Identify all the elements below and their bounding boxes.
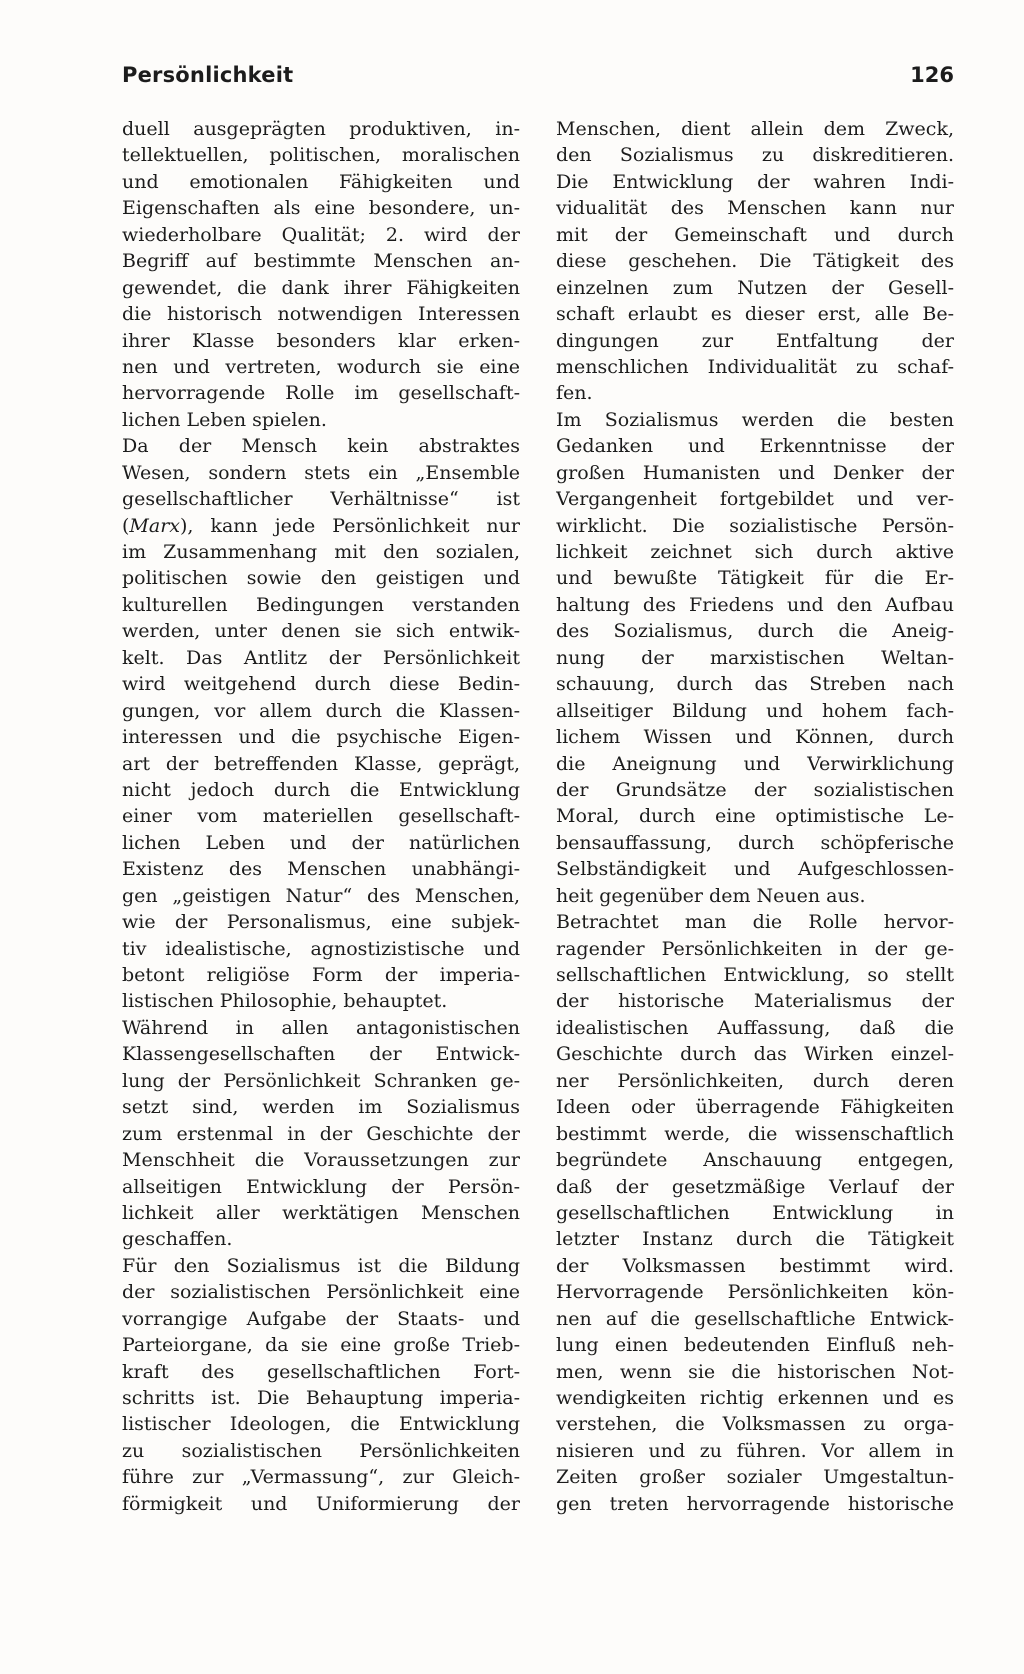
text-line: der historische Materialismus der xyxy=(556,990,954,1013)
text-line: wiederholbare Qualität; 2. wird der xyxy=(122,223,520,246)
text-line: allseitiger Bildung und hohem fach- xyxy=(556,699,954,722)
text-line: gewendet, die dank ihrer Fähigkeiten xyxy=(122,276,520,299)
text-line: interessen und die psychische Eigen- xyxy=(122,726,520,749)
text-line: art der betreffenden Klasse, geprägt, xyxy=(122,752,520,775)
text-line: haltung des Friedens und den Aufbau xyxy=(556,593,954,616)
text-line: heit gegenüber dem Neuen aus. xyxy=(556,884,866,907)
text-line: lichkeit aller werktätigen Menschen xyxy=(122,1201,520,1224)
text-line: Klassengesellschaften der Entwick- xyxy=(122,1043,520,1066)
left-text-column xyxy=(122,116,520,1517)
text-line: gesellschaftlichen Entwicklung in xyxy=(556,1201,954,1224)
text-line: und emotionalen Fähigkeiten und xyxy=(122,170,520,193)
text-line: diese geschehen. Die Tätigkeit des xyxy=(556,250,954,273)
text-line: bestimmt werde, die wissenschaftlich xyxy=(556,1122,954,1145)
text-line: lichem Wissen und Können, durch xyxy=(556,726,954,749)
text-line: vidualität des Menschen kann nur xyxy=(556,197,954,220)
text-line: lung einen bedeutenden Einfluß neh- xyxy=(556,1334,954,1357)
text-line: nen und vertreten, wodurch sie eine xyxy=(122,355,520,378)
text-line: lichen Leben spielen. xyxy=(122,408,327,431)
text-line: gungen, vor allem durch die Klassen- xyxy=(122,699,520,722)
text-line: Parteiorgane, da sie eine große Trieb- xyxy=(122,1334,520,1357)
text-line: sellschaftlichen Entwicklung, so stellt xyxy=(556,964,954,986)
text-line: fen. xyxy=(556,382,593,405)
text-line: Im Sozialismus werden die besten xyxy=(556,408,954,431)
text-line: Hervorragende Persönlichkeiten kön- xyxy=(556,1281,954,1304)
text-line: Geschichte durch das Wirken einzel- xyxy=(556,1043,954,1066)
text-line: schaft erlaubt es dieser erst, alle Be- xyxy=(556,303,954,326)
text-line: Eigenschaften als eine besondere, un- xyxy=(122,197,520,220)
text-line: lichkeit zeichnet sich durch aktive xyxy=(556,541,954,563)
text-line: Die Entwicklung der wahren Indi- xyxy=(556,170,954,193)
page-header-title: Persönlichkeit xyxy=(122,63,294,87)
text-line: nung der marxistischen Weltan- xyxy=(556,646,954,669)
text-line: Menschheit die Voraussetzungen zur xyxy=(122,1149,520,1172)
text-line: Ideen oder überragende Fähigkeiten xyxy=(556,1096,954,1119)
text-line: schritts ist. Die Behauptung imperia- xyxy=(122,1387,520,1409)
page-number: 126 xyxy=(910,63,954,87)
text-line: men, wenn sie die historischen Not- xyxy=(556,1360,954,1383)
text-line: ragender Persönlichkeiten in der ge- xyxy=(556,937,954,960)
text-line: den Sozialismus zu diskreditieren. xyxy=(556,144,954,167)
text-line: menschlichen Individualität zu schaf- xyxy=(556,355,954,378)
text-line: lung der Persönlichkeit Schranken ge- xyxy=(122,1069,520,1092)
text-line: idealistischen Auffassung, daß die xyxy=(556,1016,954,1039)
text-line: nicht jedoch durch die Entwicklung xyxy=(122,778,520,801)
text-line: nisieren und zu führen. Vor allem in xyxy=(556,1439,954,1462)
text-line: mit der Gemeinschaft und durch xyxy=(556,223,954,246)
text-line: kulturellen Bedingungen verstanden xyxy=(122,593,520,616)
text-line: hervorragende Rolle im gesellschaft- xyxy=(122,382,520,405)
text-line: schauung, durch das Streben nach xyxy=(556,673,954,696)
text-line: einer vom materiellen gesellschaft- xyxy=(122,805,520,828)
text-line: Wesen, sondern stets ein „Ensemble xyxy=(122,461,520,484)
text-line: werden, unter denen sie sich entwik- xyxy=(122,620,520,643)
text-line: (Marx), kann jede Persönlichkeit nur xyxy=(122,514,520,537)
text-line: geschaffen. xyxy=(122,1228,233,1251)
text-line: nen auf die gesellschaftliche Entwick- xyxy=(556,1307,954,1330)
text-line: die Aneignung und Verwirklichung xyxy=(556,752,954,775)
text-line: wie der Personalismus, eine subjek- xyxy=(122,911,520,934)
text-line: ihrer Klasse besonders klar erken- xyxy=(122,329,520,352)
text-line: wird weitgehend durch diese Bedin- xyxy=(122,673,520,696)
text-line: der sozialistischen Persönlichkeit eine xyxy=(122,1281,520,1304)
text-line: listischer Ideologen, die Entwicklung xyxy=(122,1413,520,1436)
text-line: gesellschaftlicher Verhältnisse“ ist xyxy=(122,488,520,511)
text-line: verstehen, die Volksmassen zu orga- xyxy=(556,1413,954,1436)
text-line: wendigkeiten richtig erkennen und es xyxy=(556,1387,954,1409)
text-line: einzelnen zum Nutzen der Gesell- xyxy=(556,276,954,299)
text-line: zum erstenmal in der Geschichte der xyxy=(122,1122,520,1145)
text-line: förmigkeit und Uniformierung der xyxy=(122,1492,520,1515)
text-line: gen treten hervorragende historische xyxy=(556,1492,954,1515)
text-line: kraft des gesellschaftlichen Fort- xyxy=(122,1360,520,1383)
text-line: der Grundsätze der sozialistischen xyxy=(556,778,954,801)
text-line: Moral, durch eine optimistische Le- xyxy=(556,805,954,828)
text-line: Existenz des Menschen unabhängi- xyxy=(122,858,520,881)
text-line: bensauffassung, durch schöpferische xyxy=(556,831,954,854)
text-line: die historisch notwendigen Interessen xyxy=(122,303,520,326)
text-line: im Zusammenhang mit den sozialen, xyxy=(122,541,520,563)
text-line: duell ausgeprägten produktiven, in- xyxy=(122,118,520,140)
text-line: kelt. Das Antlitz der Persönlichkeit xyxy=(122,646,520,669)
text-line: lichen Leben und der natürlichen xyxy=(122,831,520,854)
text-line: Betrachtet man die Rolle hervor- xyxy=(556,911,954,934)
text-line: betont religiöse Form der imperia- xyxy=(122,964,520,986)
text-line: Da der Mensch kein abstraktes xyxy=(122,435,520,458)
text-line: großen Humanisten und Denker der xyxy=(556,461,954,484)
text-line: Vergangenheit fortgebildet und ver- xyxy=(556,488,954,511)
text-line: Zeiten großer sozialer Umgestaltun- xyxy=(556,1466,954,1489)
text-line: Selbständigkeit und Aufgeschlossen- xyxy=(556,858,954,881)
text-line: ner Persönlichkeiten, durch deren xyxy=(556,1069,954,1092)
text-line: Menschen, dient allein dem Zweck, xyxy=(556,118,954,140)
text-line: letzter Instanz durch die Tätigkeit xyxy=(556,1228,954,1251)
text-line: Gedanken und Erkenntnisse der xyxy=(556,435,954,458)
text-line: daß der gesetzmäßige Verlauf der xyxy=(556,1175,954,1198)
text-line: tiv idealistische, agnostizistische und xyxy=(122,937,520,960)
text-line: Während in allen antagonistischen xyxy=(122,1016,520,1039)
right-text-column xyxy=(556,116,954,1517)
text-line: führe zur „Vermassung“, zur Gleich- xyxy=(122,1466,520,1489)
text-line: des Sozialismus, durch die Aneig- xyxy=(556,620,954,643)
text-line: der Volksmassen bestimmt wird. xyxy=(556,1254,954,1277)
text-line: allseitigen Entwicklung der Persön- xyxy=(122,1175,520,1198)
text-line: politischen sowie den geistigen und xyxy=(122,567,520,590)
text-line: und bewußte Tätigkeit für die Er- xyxy=(556,567,954,590)
text-line: tellektuellen, politischen, moralischen xyxy=(122,144,520,167)
text-line: listischen Philosophie, behauptet. xyxy=(122,990,448,1013)
text-line: vorrangige Aufgabe der Staats- und xyxy=(122,1307,520,1330)
text-line: begründete Anschauung entgegen, xyxy=(556,1149,954,1172)
text-line: wirklicht. Die sozialistische Persön- xyxy=(556,514,954,537)
text-line: Für den Sozialismus ist die Bildung xyxy=(122,1254,520,1277)
text-line: gen „geistigen Natur“ des Menschen, xyxy=(122,884,520,907)
text-line: zu sozialistischen Persönlichkeiten xyxy=(122,1439,520,1462)
text-line: dingungen zur Entfaltung der xyxy=(556,329,954,352)
text-line: Begriff auf bestimmte Menschen an- xyxy=(122,250,520,273)
text-line: setzt sind, werden im Sozialismus xyxy=(122,1096,520,1119)
